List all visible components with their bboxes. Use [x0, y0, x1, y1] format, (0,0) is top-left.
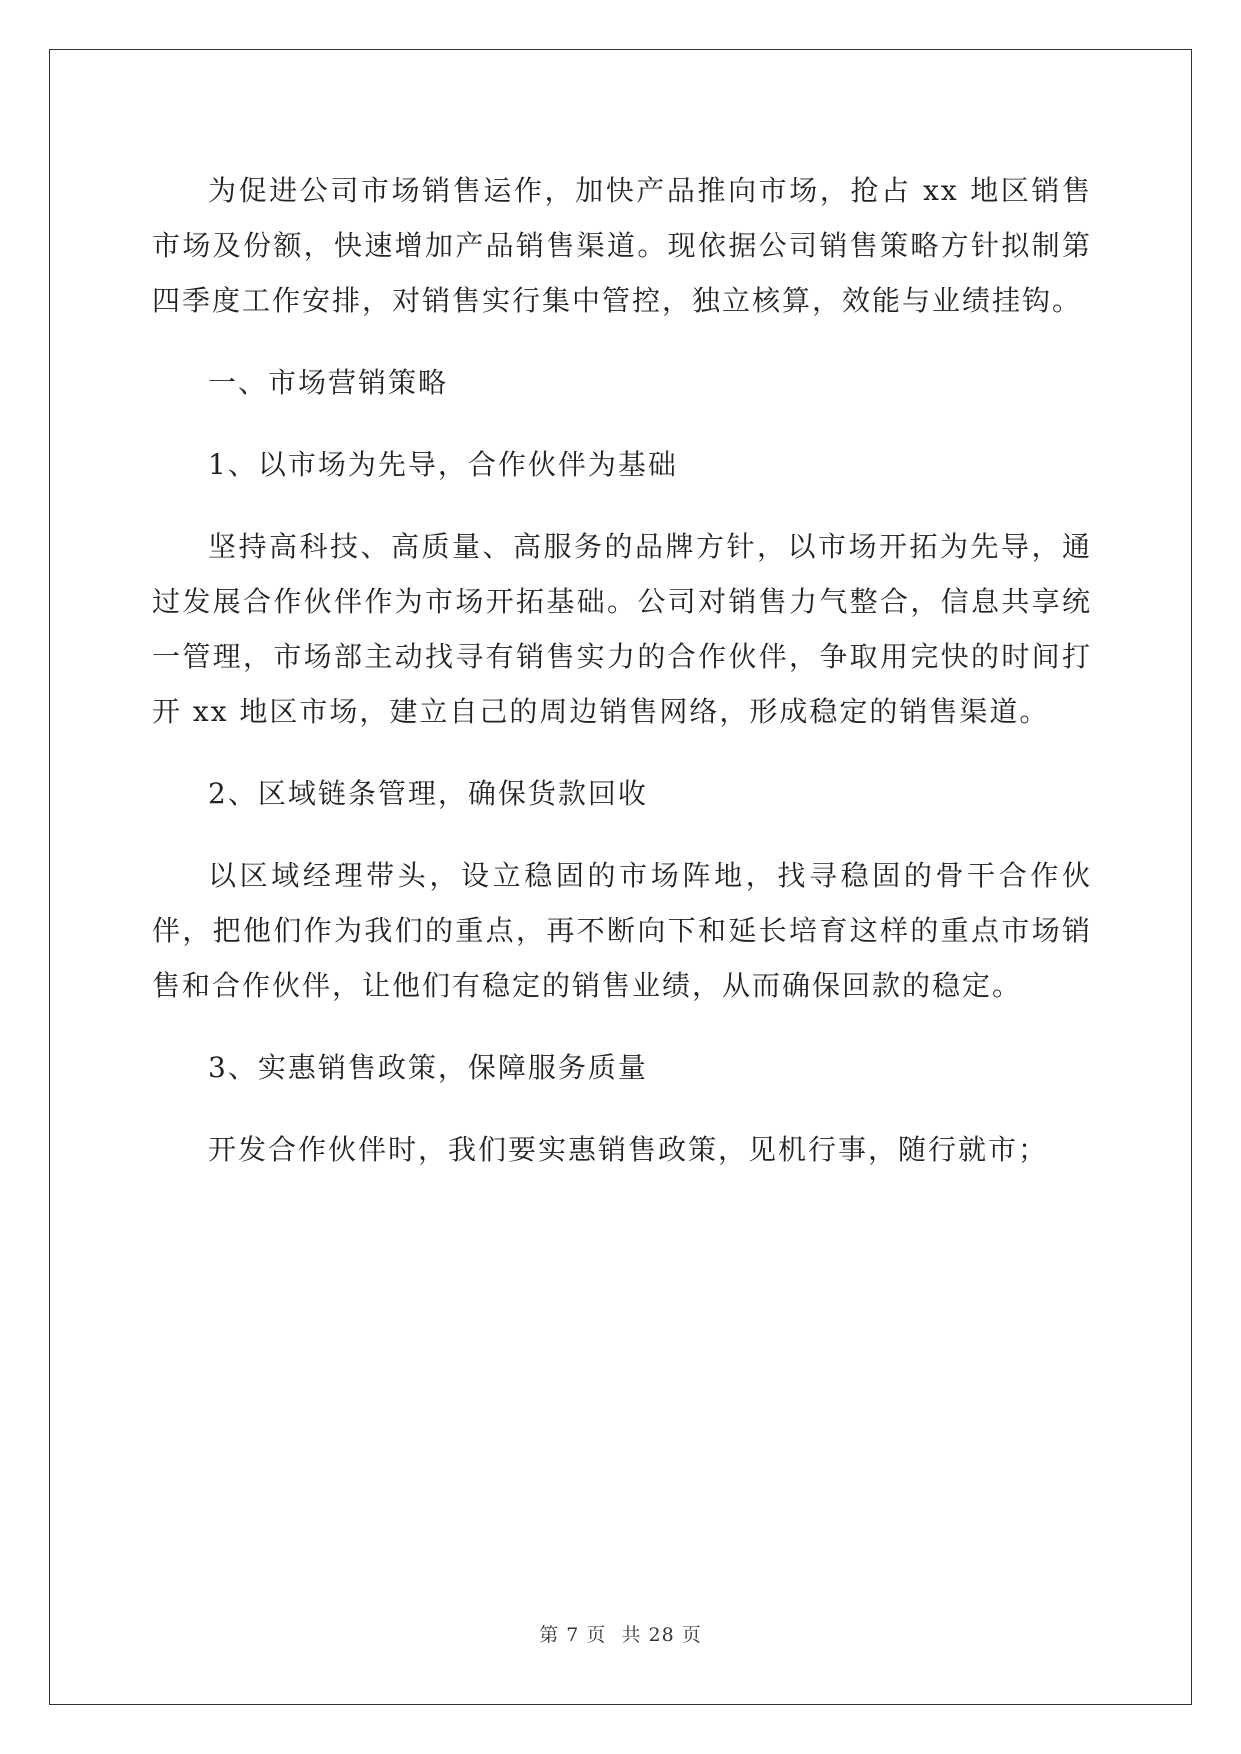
page-number: 第 7 页	[539, 1624, 607, 1646]
paragraph-regional-chain: 以区域经理带头，设立稳固的市场阵地，找寻稳固的骨干合作伙伴，把他们作为我们的重点，再不断向下和延长培育这样的重点市场销售和合作伙伴，让他们有稳定的销售业绩，从而确保回款的稳定。	[152, 859, 1092, 1002]
page-footer	[0, 1620, 1241, 1647]
document-body	[152, 163, 1092, 1204]
paragraph-market-led: 坚持高科技、高质量、高服务的品牌方针，以市场开拓为先导，通过发展合作伙伴作为市场开拓基础。公司对销售力气整合，信息共享统一管理，市场部主动找寻有销售实力的合作伙伴，争取用完快的时间打开 xx 地区市场，建立自己的周边销售网络，形成稳定的销售渠道。	[152, 530, 1092, 728]
subheading-market-led: 1、以市场为先导，合作伙伴为基础	[208, 448, 678, 481]
paragraph-sales-policy: 开发合作伙伴时，我们要实惠销售政策，见机行事，随行就市；	[208, 1133, 1049, 1166]
section-heading-marketing-strategy: 一、市场营销策略	[208, 366, 449, 399]
page-total: 共 28 页	[621, 1624, 702, 1646]
subheading-sales-policy: 3、实惠销售政策，保障服务质量	[208, 1051, 648, 1084]
paragraph-intro: 为促进公司市场销售运作，加快产品推向市场，抢占 xx 地区销售市场及份额，快速增加产品销售渠道。现依据公司销售策略方针拟制第四季度工作安排，对销售实行集中管控，独立核算，效能与业绩挂钩。	[152, 174, 1092, 317]
subheading-regional-chain: 2、区域链条管理，确保货款回收	[208, 777, 648, 810]
